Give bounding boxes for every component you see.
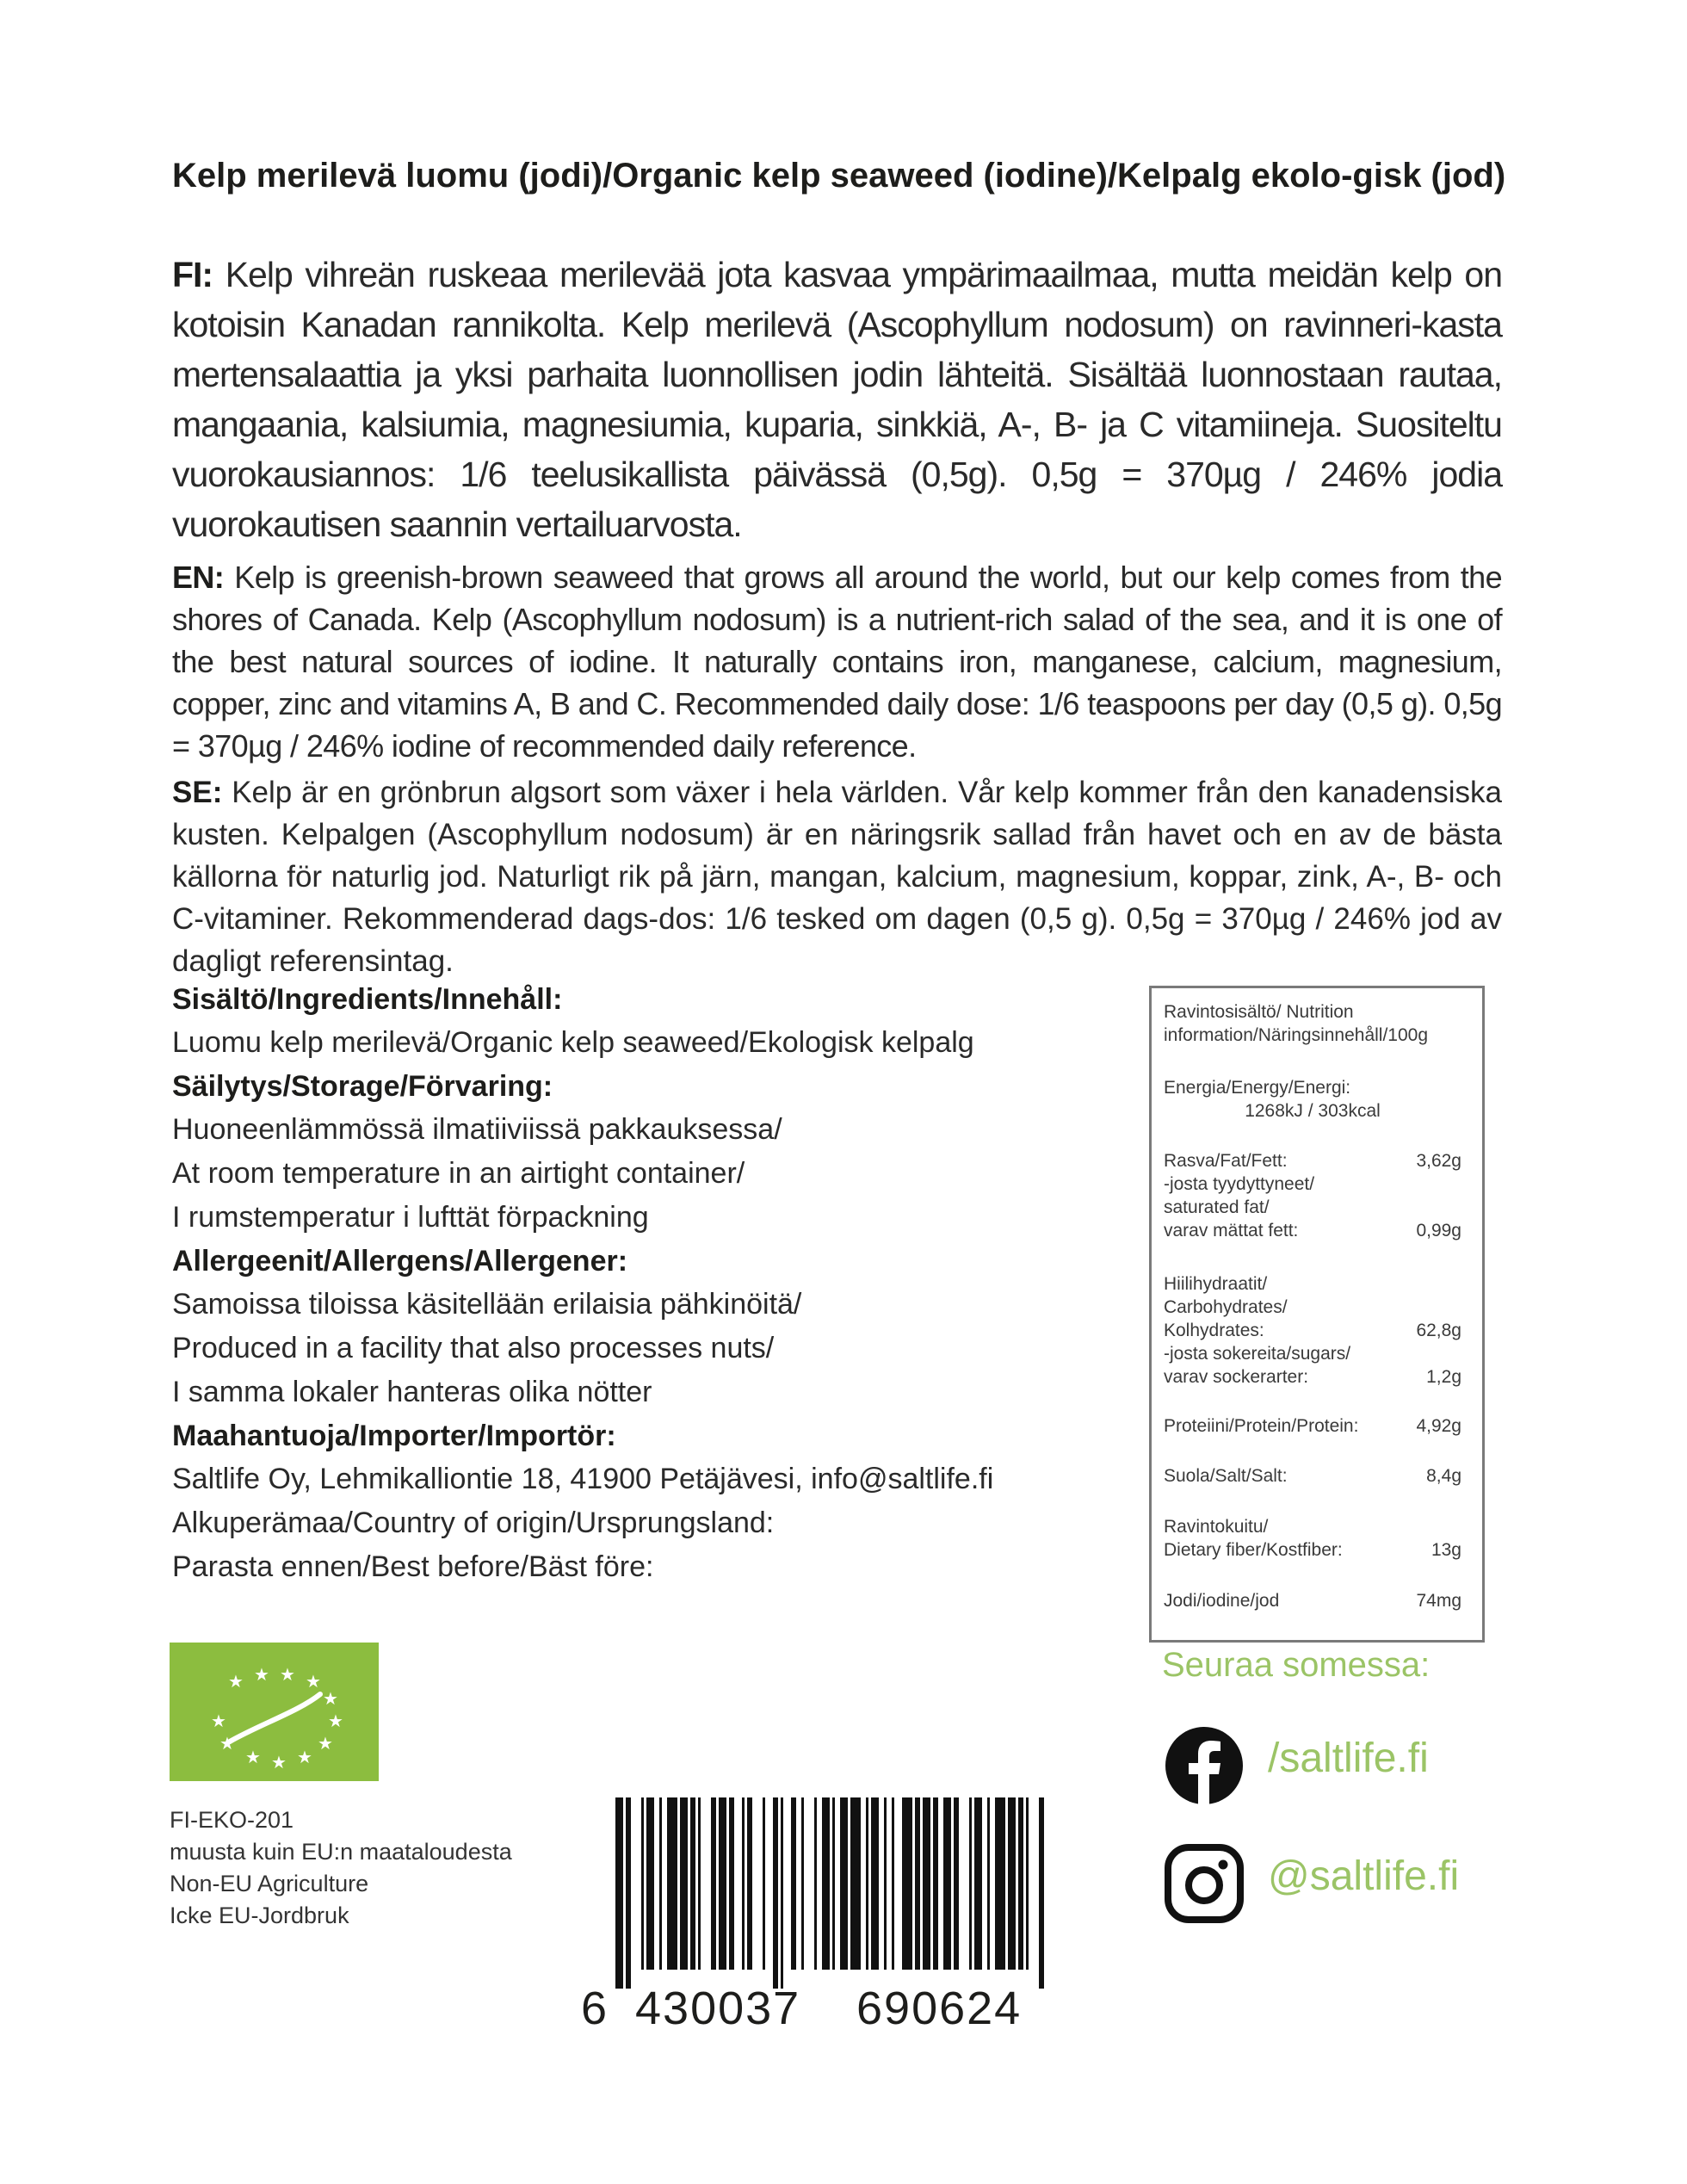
barcode-bar — [866, 1797, 868, 1970]
organic-certification — [170, 1804, 512, 1932]
ingredients-heading: Sisältö/Ingredients/Innehåll: — [172, 983, 563, 1016]
barcode-bar — [641, 1797, 644, 1970]
svg-text:★: ★ — [280, 1664, 295, 1685]
barcode-bar — [667, 1797, 677, 1970]
salt-row — [1164, 1464, 1461, 1488]
barcode-bar — [814, 1797, 817, 1970]
storage-line: I rumstemperatur i lufttät förpackning — [172, 1201, 649, 1234]
protein-row — [1164, 1414, 1461, 1438]
description-en — [172, 556, 1502, 767]
text-se: Kelp är en grönbrun algsort som växer i hela världen. Vår kelp kommer från den kanadensiska kusten. Kelpalgen (Ascophyllum nodosum) är en näringsrik sallad från havet och en av de bästa källorna för naturlig jod. Naturligt rik på järn, mangan, kalcium, magnesium, koppar, zink, A-, B- och C-vitaminer. Rekommenderad dags-dos: 1/6 tesked om dagen (0,5 g). 0,5g = 370µg / 246% jod av dagligt referensintag. — [172, 776, 1502, 978]
svg-text:★: ★ — [219, 1733, 235, 1754]
allergens-heading: Allergeenit/Allergens/Allergener: — [172, 1245, 628, 1278]
barcode-bar — [626, 1797, 631, 1989]
carbohydrate-label: Kolhydrates: — [1164, 1321, 1264, 1340]
sugar-label: -josta sokereita/sugars/ — [1164, 1344, 1351, 1364]
organic-origin-line: Non-EU Agriculture — [170, 1871, 369, 1896]
carbohydrate-label: Carbohydrates/ — [1164, 1297, 1288, 1317]
barcode-bar — [729, 1797, 734, 1970]
product-info — [172, 978, 1119, 1589]
organic-origin-line: muusta kuin EU:n maataloudesta — [170, 1839, 512, 1865]
allergens-line: I samma lokaler hanteras olika nötter — [172, 1376, 652, 1408]
barcode-bar — [954, 1797, 959, 1970]
allergens-line: Samoissa tiloissa käsitellään erilaisia pähkinöitä/ — [172, 1288, 802, 1321]
fat-row — [1164, 1149, 1461, 1172]
barcode-bar — [884, 1797, 887, 1970]
carbohydrate-value: 62,8g — [1416, 1321, 1461, 1340]
barcode-bar — [969, 1797, 972, 1970]
storage-line: At room temperature in an airtight container/ — [172, 1157, 745, 1190]
protein-label: Proteiini/Protein/Protein: — [1164, 1416, 1359, 1436]
protein-value: 4,92g — [1416, 1416, 1461, 1436]
barcode-bar — [773, 1797, 778, 1989]
facebook-link[interactable] — [1165, 1726, 1578, 1804]
fat-value: 3,62g — [1416, 1151, 1461, 1171]
barcode-bar — [974, 1797, 982, 1970]
svg-text:★: ★ — [245, 1747, 261, 1767]
svg-text:★: ★ — [318, 1733, 333, 1754]
nutrition-header — [1164, 1000, 1461, 1047]
energy-row — [1164, 1076, 1461, 1123]
barcode-bar — [1008, 1797, 1016, 1970]
svg-text:★: ★ — [254, 1664, 269, 1685]
description-fi — [172, 250, 1502, 549]
svg-text:★: ★ — [211, 1711, 226, 1731]
ean-barcode — [568, 1782, 1076, 2032]
instagram-handle[interactable]: @saltlife.fi — [1268, 1853, 1460, 1899]
carbohydrate-label: Hiilihydraatit/ — [1164, 1274, 1268, 1294]
barcode-bar — [1026, 1797, 1029, 1970]
sugar-label: varav sockerarter: — [1164, 1367, 1309, 1387]
importer-heading: Maahantuoja/Importer/Importör: — [172, 1420, 616, 1452]
fiber-label: Dietary fiber/Kostfiber: — [1164, 1540, 1343, 1560]
text-en: Kelp is greenish-brown seaweed that grows all around the world, but our kelp comes from the shores of Canada. Kelp (Ascophyllum nodosum) is a nutrient-rich salad of the sea, and it is one of the best natural sources of iodine. It naturally contains iron, manganese, calcium, magnesium, copper, zinc and vitamins A, B and C. Recommended daily dose: 1/6 teaspoons per day (0,5 g). 0,5g = 370µg / 246% iodine of recommended daily reference. — [172, 560, 1502, 764]
barcode-bar — [742, 1797, 745, 1970]
barcode-bar — [1039, 1797, 1044, 1989]
ingredients-text: Luomu kelp merilevä/Organic kelp seaweed/Ekologisk kelpalg — [172, 1026, 974, 1059]
saturated-fat-label: -josta tyydyttyneet/ — [1164, 1174, 1315, 1194]
description-se — [172, 771, 1502, 982]
barcode-bar — [801, 1797, 804, 1970]
barcode-bar — [943, 1797, 951, 1970]
energy-label: Energia/Energy/Energi: — [1164, 1078, 1351, 1098]
barcode-bar — [915, 1797, 920, 1970]
barcode-bar — [615, 1797, 623, 1989]
barcode-bar — [902, 1797, 912, 1970]
salt-label: Suola/Salt/Salt: — [1164, 1466, 1288, 1486]
energy-value: 1268kJ / 303kcal — [1245, 1101, 1381, 1121]
facebook-icon — [1165, 1726, 1244, 1805]
fiber-label: Ravintokuitu/ — [1164, 1517, 1269, 1537]
eu-organic-leaf-logo — [170, 1643, 379, 1781]
barcode-bar — [791, 1797, 796, 1970]
salt-value: 8,4g — [1426, 1466, 1461, 1486]
allergens-line: Produced in a facility that also processes nuts/ — [172, 1332, 775, 1364]
barcode-bar — [822, 1797, 830, 1970]
barcode-bar — [698, 1797, 701, 1970]
barcode-bar — [832, 1797, 835, 1970]
barcode-bar — [680, 1797, 688, 1970]
barcode-bar — [719, 1797, 726, 1970]
svg-text:★: ★ — [328, 1711, 343, 1731]
iodine-row — [1164, 1589, 1461, 1612]
barcode-bar — [763, 1797, 765, 1970]
iodine-label: Jodi/iodine/jod — [1164, 1591, 1280, 1611]
saturated-fat-label: varav mättat fett: — [1164, 1221, 1299, 1240]
organic-origin-line: Icke EU-Jordbruk — [170, 1902, 349, 1928]
barcode-bar — [747, 1797, 752, 1970]
sugar-value: 1,2g — [1426, 1367, 1461, 1387]
saturated-fat-row — [1164, 1172, 1461, 1242]
eu-leaf-icon — [170, 1643, 379, 1781]
fiber-value: 13g — [1431, 1540, 1461, 1560]
storage-heading: Säilytys/Storage/Förvaring: — [172, 1070, 553, 1103]
barcode-bar — [1018, 1797, 1023, 1970]
lang-label-se: SE: — [172, 776, 223, 809]
barcode-bar — [781, 1797, 783, 1989]
barcode-bar — [987, 1797, 990, 1970]
saturated-fat-label: saturated fat/ — [1164, 1197, 1270, 1217]
importer-text: Saltlife Oy, Lehmikalliontie 18, 41900 Petäjävesi, info@saltlife.fi — [172, 1463, 994, 1495]
carbohydrate-row — [1164, 1272, 1461, 1342]
fiber-row — [1164, 1515, 1461, 1562]
text-fi: Kelp vihreän ruskeaa merilevää jota kasvaa ympärimaailmaa, mutta meidän kelp on kotoisin Kanadan rannikolta. Kelp merilevä (Ascophyllum nodosum) on ravinneri-kasta mertensalaattia ja yksi parhaita luonnollisen jodin lähteitä. Sisältää luonnostaan rautaa, mangaania, kalsiumia, magnesiumia, kuparia, sinkkiä, A-, B- ja C vitamiineja. Suositeltu vuorokausiannos: 1/6 teelusikallista päivässä (0,5g). 0,5g = 370µg / 246% jodia vuorokautisen saannin vertailuarvosta. — [172, 255, 1502, 544]
fat-label: Rasva/Fat/Fett: — [1164, 1151, 1288, 1171]
barcode-bar — [646, 1797, 654, 1970]
svg-text:★: ★ — [297, 1747, 312, 1767]
barcode-bar — [850, 1797, 861, 1970]
barcode-bar — [840, 1797, 848, 1970]
svg-text:★: ★ — [323, 1688, 338, 1709]
product-title: Kelp merilevä luomu (jodi)/Organic kelp seaweed (iodine)/Kelpalg ekolo-gisk (jod) — [172, 157, 1506, 195]
nutrition-table — [1149, 986, 1485, 1643]
svg-text:★: ★ — [306, 1671, 321, 1692]
barcode-digit: 6 — [581, 1983, 608, 2034]
barcode-bar — [690, 1797, 695, 1970]
barcode-digits-right: 690624 — [856, 1983, 1023, 2034]
lang-label-fi: FI: — [172, 255, 213, 294]
barcode-digits-left: 430037 — [635, 1983, 801, 2034]
instagram-link[interactable] — [1165, 1844, 1578, 1921]
origin-text: Alkuperämaa/Country of origin/Ursprungsland: — [172, 1507, 775, 1539]
best-before-text: Parasta ennen/Best before/Bäst före: — [172, 1550, 654, 1583]
barcode-bar — [933, 1797, 938, 1970]
svg-text:★: ★ — [271, 1752, 287, 1773]
saturated-fat-value: 0,99g — [1416, 1221, 1461, 1240]
lang-label-en: EN: — [172, 560, 225, 595]
organic-code: FI-EKO-201 — [170, 1807, 294, 1833]
svg-text:★: ★ — [228, 1671, 244, 1692]
storage-line: Huoneenlämmössä ilmatiiviissä pakkauksessa/ — [172, 1113, 782, 1146]
follow-heading: Seuraa somessa: — [1162, 1646, 1431, 1684]
barcode-bar — [923, 1797, 930, 1970]
facebook-handle[interactable]: /saltlife.fi — [1268, 1735, 1429, 1781]
barcode-bar — [659, 1797, 662, 1970]
sugar-row — [1164, 1342, 1461, 1389]
barcode-bar — [871, 1797, 879, 1970]
barcode-bar — [995, 1797, 1005, 1970]
nutrition-header-line: Ravintosisältö/ Nutrition — [1164, 1002, 1354, 1022]
instagram-icon — [1165, 1844, 1244, 1923]
barcode-bar — [892, 1797, 894, 1970]
iodine-value: 74mg — [1416, 1591, 1461, 1611]
barcode-bar — [711, 1797, 716, 1970]
nutrition-header-line: information/Näringsinnehåll/100g — [1164, 1025, 1429, 1045]
